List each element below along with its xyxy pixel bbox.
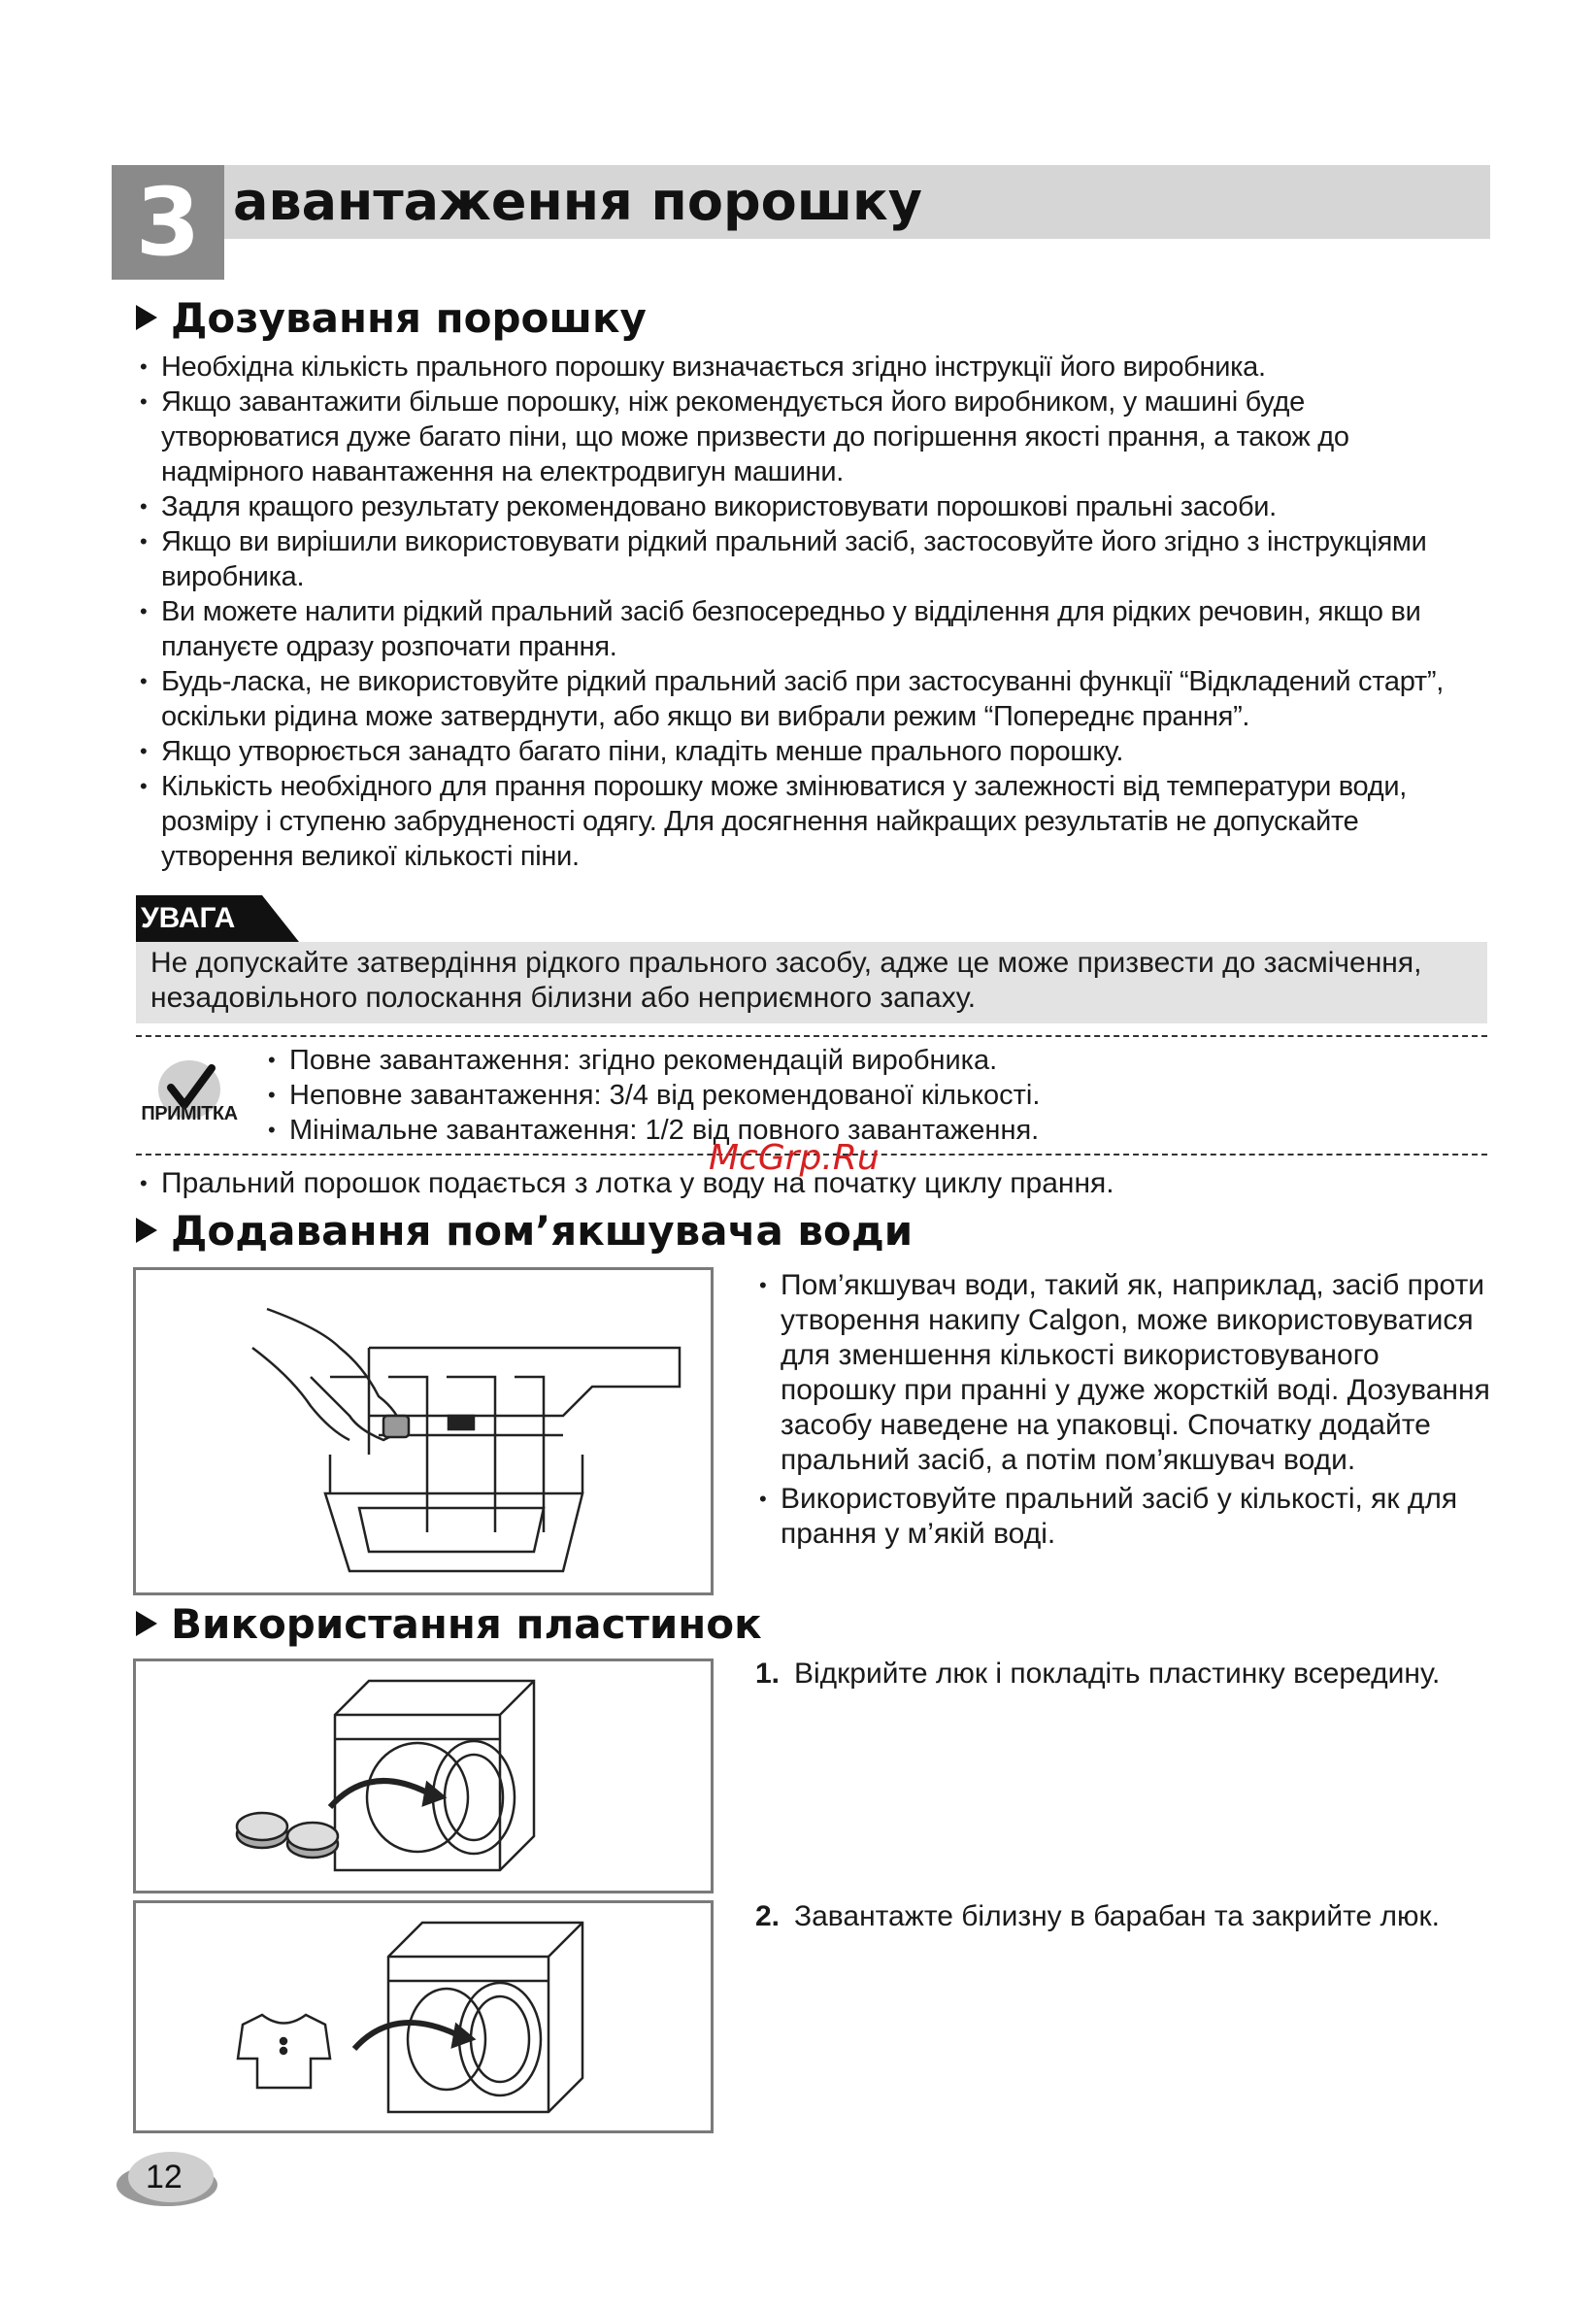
laundry-illustration [133, 1900, 714, 2133]
step-1 [755, 1654, 1474, 1694]
list-item: • Пом’якшувач води, такий як, наприклад, засіб проти утворення накипу Calgon, може використовуватися для зменшення кількості використовуваного порошку при пранні у дуже жорсткій воді. Дозування засобу наведене на упаковці. Спочатку додайте пральний засіб, а потім пом’якшувач води. [755, 1268, 1493, 1478]
triangle-bullet-icon [136, 305, 157, 330]
washing-machine-shirt-icon [136, 1903, 711, 2130]
triangle-bullet-icon [136, 1611, 157, 1636]
section-heading-dosing [136, 291, 647, 346]
warning-text: Не допускайте затвердіння рідкого прального засобу, адже це може призвести до засмічення, незадовільного полоскання білизни або неприємного запаху. [150, 947, 1422, 1014]
list-item: • Ви можете налити рідкий пральний засіб безпосередньо у відділення для рідких речовин, якщо ви плануєте одразу розпочати прання. [136, 594, 1485, 664]
list-item: • Задля кращого результату рекомендовано використовувати порошкові пральні засоби. [136, 489, 1485, 524]
step-2 [755, 1896, 1474, 1937]
section-heading-tablets [136, 1597, 762, 1652]
section-heading-softener [136, 1204, 913, 1258]
feed-note [136, 1165, 1485, 1202]
step-number: 2. [755, 1900, 781, 1932]
warning-label: УВАГА [141, 902, 236, 934]
section-title: Дозування порошку [171, 294, 647, 342]
note-list [264, 1043, 1429, 1148]
list-item: • Пральний порошок подається з лотка у воду на початку циклу прання. [136, 1165, 1485, 1202]
watermark: McGrp.Ru [709, 1138, 880, 1178]
note-label: ПРИМІТКА [141, 1103, 238, 1124]
dosing-list [136, 350, 1485, 874]
step-number: 1. [755, 1658, 781, 1690]
triangle-bullet-icon [136, 1218, 157, 1243]
dispenser-illustration [133, 1267, 714, 1595]
page-number: 12 [146, 2159, 183, 2195]
list-item: • Використовуйте пральний засіб у кількості, як для прання у м’якій воді. [755, 1482, 1493, 1552]
step-text: Відкрийте люк і покладіть пластинку всередину. [794, 1658, 1441, 1690]
list-item: • Будь-ласка, не використовуйте рідкий пральний засіб при застосуванні функції “Відкладений старт”, оскільки рідина може затверднути, або якщо ви вибрали режим “Попереднє прання”. [136, 664, 1485, 734]
tablet-illustration [133, 1659, 714, 1893]
list-item: • Якщо ви вирішили використовувати рідкий пральний засіб, застосовуйте його згідно з інструкціями виробника. [136, 524, 1485, 594]
list-item: • Якщо завантажити більше порошку, ніж рекомендується його виробником, у машині буде утворюватися дуже багато піни, що може призвести до погіршення якості прання, а також до надмірного навантаження на електродвигун машини. [136, 385, 1485, 489]
list-item: • Неповне завантаження: 3/4 від рекомендованої кількості. [264, 1078, 1429, 1113]
step-text: Завантажте білизну в барабан та закрийте люк. [794, 1900, 1440, 1932]
chapter-number: 3 [112, 165, 224, 280]
divider [136, 1035, 1487, 1037]
list-item: • Мінімальне завантаження: 1/2 від повного завантаження. [264, 1113, 1429, 1148]
list-item: • Кількість необхідного для прання порошку може змінюватися у залежності від температури води, розміру і ступеню забрудненості одягу. Для досягнення найкращих результатів не допускайте утворення великої кількості піни. [136, 769, 1485, 874]
softener-list [755, 1268, 1493, 1552]
list-item: • Повне завантаження: згідно рекомендацій виробника. [264, 1043, 1429, 1078]
chapter-title: авантаження порошку [233, 171, 922, 232]
list-item: • Необхідна кількість прального порошку визначається згідно інструкції його виробника. [136, 350, 1485, 385]
section-title: Додавання пом’якшувача води [171, 1207, 914, 1255]
detergent-drawer-icon [136, 1270, 711, 1592]
list-item: • Якщо утворюється занадто багато піни, кладіть менше прального порошку. [136, 734, 1485, 769]
section-title: Використання пластинок [171, 1600, 762, 1648]
washing-machine-tablets-icon [136, 1661, 711, 1891]
